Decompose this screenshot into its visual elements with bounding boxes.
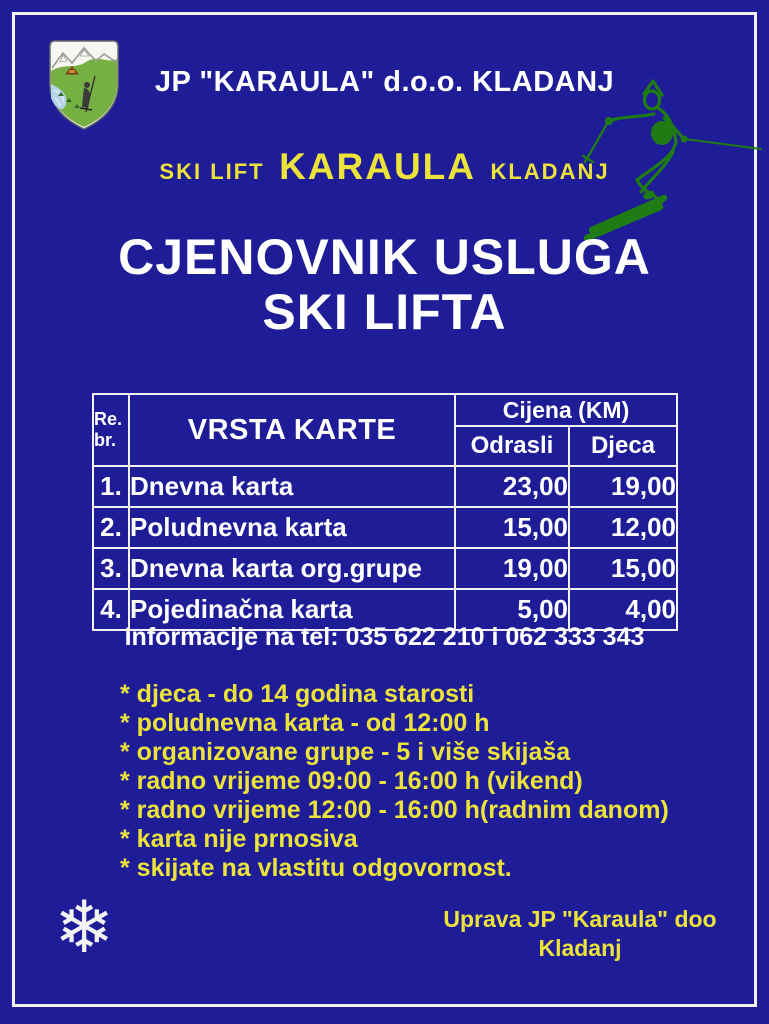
subtitle-right: KLADANJ — [490, 159, 610, 184]
row-number: 2. — [93, 507, 129, 548]
notes-list — [120, 680, 669, 883]
price-odrasli: 19,00 — [455, 548, 569, 589]
price-djeca: 19,00 — [569, 466, 677, 507]
ticket-name: Poludnevna karta — [129, 507, 455, 548]
price-odrasli: 5,00 — [455, 589, 569, 630]
page-title — [0, 230, 769, 340]
col-header-djeca: Djeca — [569, 426, 677, 466]
ticket-name: Dnevna karta — [129, 466, 455, 507]
skier-illustration — [552, 52, 766, 252]
signature-block — [440, 905, 720, 963]
row-number: 3. — [93, 548, 129, 589]
org-title: JP "KARAULA" d.o.o. KLADANJ — [154, 66, 615, 98]
info-phone-line: Informacije na tel: 035 622 210 i 062 333 343 — [124, 623, 645, 651]
note-item: * poludnevna karta - od 12:00 h — [120, 709, 490, 737]
table-row — [93, 466, 677, 507]
price-table — [92, 393, 678, 631]
row-number: 4. — [93, 589, 129, 630]
col-header-vrsta-karte: VRSTA KARTE — [129, 394, 455, 466]
page-title-line1: CJENOVNIK USLUGA — [118, 229, 651, 285]
snowflake-icon: ❄ — [54, 888, 115, 968]
signature-line1: Uprava JP "Karaula" doo — [443, 906, 717, 932]
price-djeca: 4,00 — [569, 589, 677, 630]
col-header-rebr: Re. br. — [93, 394, 129, 466]
subtitle-left: SKI LIFT — [159, 159, 265, 184]
note-item: * radno vrijeme 09:00 - 16:00 h (vikend) — [120, 767, 583, 795]
row-number: 1. — [93, 466, 129, 507]
note-item: * karta nije prnosiva — [120, 825, 358, 853]
price-djeca: 15,00 — [569, 548, 677, 589]
col-header-cijena: Cijena (KM) — [455, 394, 677, 426]
table-row — [93, 548, 677, 589]
ticket-name: Dnevna karta org.grupe — [129, 548, 455, 589]
note-item: * djeca - do 14 godina starosti — [120, 680, 475, 708]
table-row — [93, 507, 677, 548]
note-item: * skijate na vlastitu odgovornost. — [120, 854, 512, 882]
ticket-name: Pojedinačna karta — [129, 589, 455, 630]
price-odrasli: 23,00 — [455, 466, 569, 507]
price-odrasli: 15,00 — [455, 507, 569, 548]
signature-line2: Kladanj — [538, 935, 622, 961]
col-header-odrasli: Odrasli — [455, 426, 569, 466]
page-title-line2: SKI LIFTA — [262, 284, 507, 340]
note-item: * radno vrijeme 12:00 - 16:00 h(radnim danom) — [120, 796, 669, 824]
subtitle-main: KARAULA — [279, 146, 477, 187]
note-item: * organizovane grupe - 5 i više skijaša — [120, 738, 571, 766]
price-djeca: 12,00 — [569, 507, 677, 548]
table-header-row — [93, 394, 677, 426]
